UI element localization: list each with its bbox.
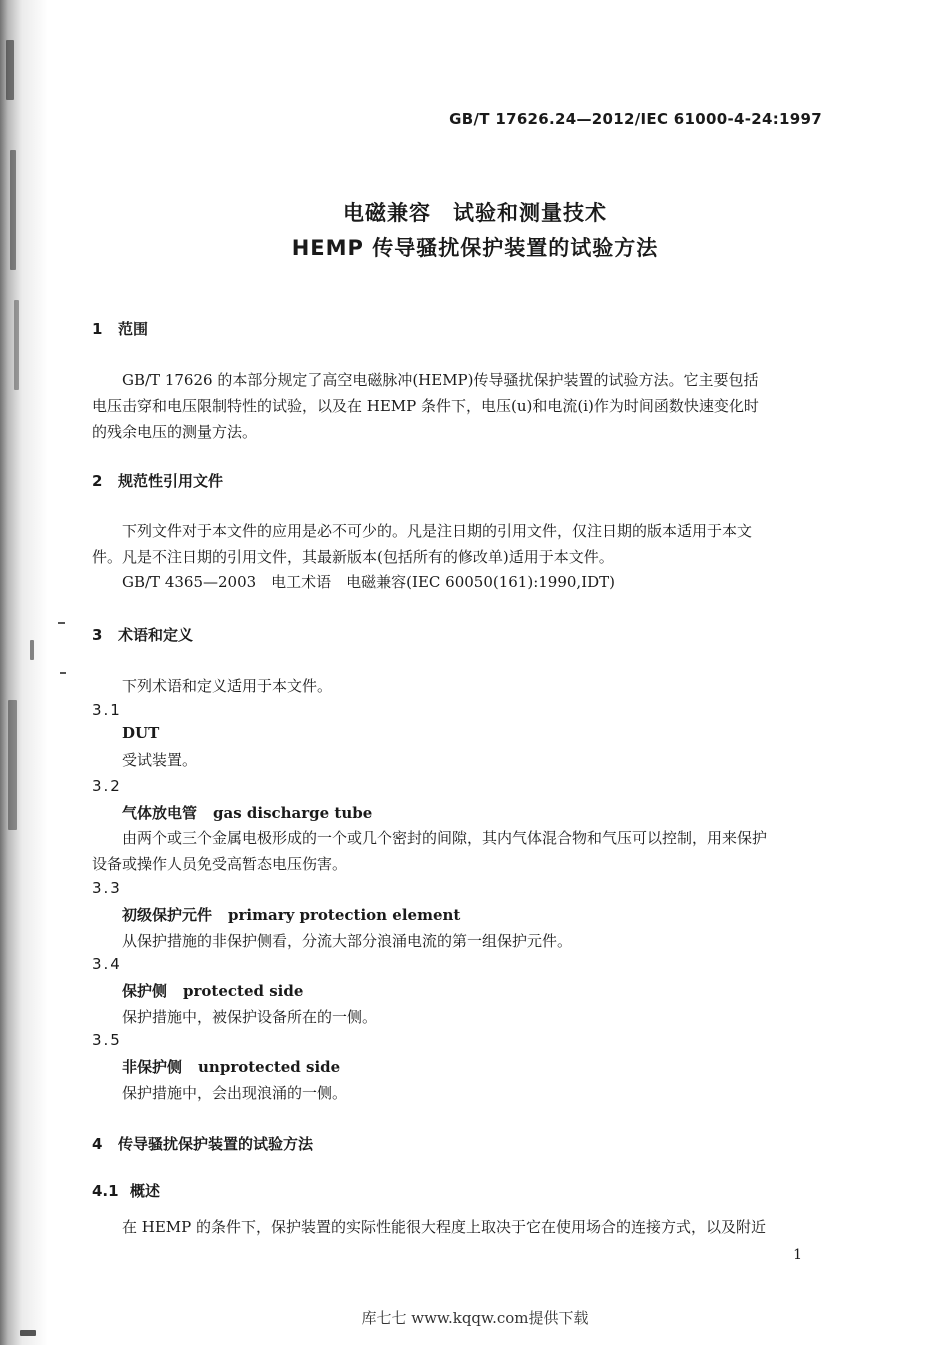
term-number: 3.5	[92, 1031, 122, 1049]
paragraph-line: 下列术语和定义适用于本文件。	[122, 677, 333, 695]
section-title: 范围	[118, 320, 149, 338]
scan-artifact	[58, 622, 65, 624]
term-name	[122, 904, 460, 925]
subsection-number: 4.1	[92, 1182, 119, 1200]
paragraph-line: 在 HEMP 的条件下，保护装置的实际性能很大程度上取决于它在使用场合的连接方式，以及附近	[122, 1218, 767, 1236]
term-name-cn: 初级保护元件	[122, 906, 213, 924]
term-definition: 保护措施中，被保护设备所在的一侧。	[122, 1008, 378, 1026]
subsection-title: 概述	[130, 1182, 161, 1200]
term-name: DUT	[122, 724, 160, 742]
section-2-heading	[92, 470, 223, 491]
scan-artifact	[60, 672, 66, 674]
document-title-line2: HEMP 传导骚扰保护装置的试验方法	[291, 236, 659, 260]
term-name-en: protected side	[183, 982, 304, 1000]
section-number: 2	[92, 472, 103, 490]
term-name-en: primary protection element	[228, 906, 461, 924]
term-definition: 保护措施中，会出现浪涌的一侧。	[122, 1084, 348, 1102]
section-1-heading	[92, 318, 148, 339]
section-title: 传导骚扰保护装置的试验方法	[118, 1135, 314, 1153]
term-name	[122, 1056, 340, 1077]
term-name	[122, 980, 303, 1001]
section-number: 3	[92, 626, 103, 644]
section-number: 4	[92, 1135, 103, 1153]
term-number: 3.2	[92, 777, 122, 795]
term-definition: 由两个或三个金属电极形成的一个或几个密封的间隙，其内气体混合物和气压可以控制，用来保护	[122, 829, 768, 847]
term-name-cn: 保护侧	[122, 982, 168, 1000]
term-number: 3.4	[92, 955, 122, 973]
term-definition: 从保护措施的非保护侧看，分流大部分浪涌电流的第一组保护元件。	[122, 932, 573, 950]
normative-reference: GB/T 4365—2003 电工术语 电磁兼容(IEC 60050(161):1990,IDT)	[122, 573, 616, 591]
section-number: 1	[92, 320, 103, 338]
term-number: 3.1	[92, 701, 122, 719]
paragraph-line: 电压击穿和电压限制特性的试验，以及在 HEMP 条件下，电压(u)和电流(i)作为时间函数快速变化时	[92, 397, 759, 415]
section-4-heading	[92, 1133, 313, 1154]
document-title-line1: 电磁兼容 试验和测量技术	[343, 201, 607, 225]
standard-code: GB/T 17626.24—2012/IEC 61000-4-24:1997	[449, 110, 822, 128]
paragraph-line: 下列文件对于本文件的应用是必不可少的。凡是注日期的引用文件，仅注日期的版本适用于本文	[122, 522, 753, 540]
term-name	[122, 802, 372, 823]
page-number: 1	[793, 1247, 802, 1263]
term-name-cn: 气体放电管	[122, 804, 198, 822]
term-name-cn: 非保护侧	[122, 1058, 183, 1076]
download-footer: 库七七 www.kqqw.com提供下载	[361, 1309, 589, 1327]
paragraph-line: 件。凡是不注日期的引用文件，其最新版本(包括所有的修改单)适用于本文件。	[92, 548, 614, 566]
section-title: 规范性引用文件	[118, 472, 224, 490]
term-definition: 设备或操作人员免受高暂态电压伤害。	[92, 855, 348, 873]
term-name-en: gas discharge tube	[213, 804, 373, 822]
paragraph-line: 的残余电压的测量方法。	[92, 423, 258, 441]
term-definition: 受试装置。	[122, 751, 198, 769]
section-title: 术语和定义	[118, 626, 194, 644]
term-number: 3.3	[92, 879, 122, 897]
subsection-4-1-heading	[92, 1180, 160, 1201]
section-3-heading	[92, 624, 193, 645]
paragraph-line: GB/T 17626 的本部分规定了高空电磁脉冲(HEMP)传导骚扰保护装置的试验方法。它主要包括	[122, 371, 759, 389]
term-name-en: unprotected side	[198, 1058, 341, 1076]
